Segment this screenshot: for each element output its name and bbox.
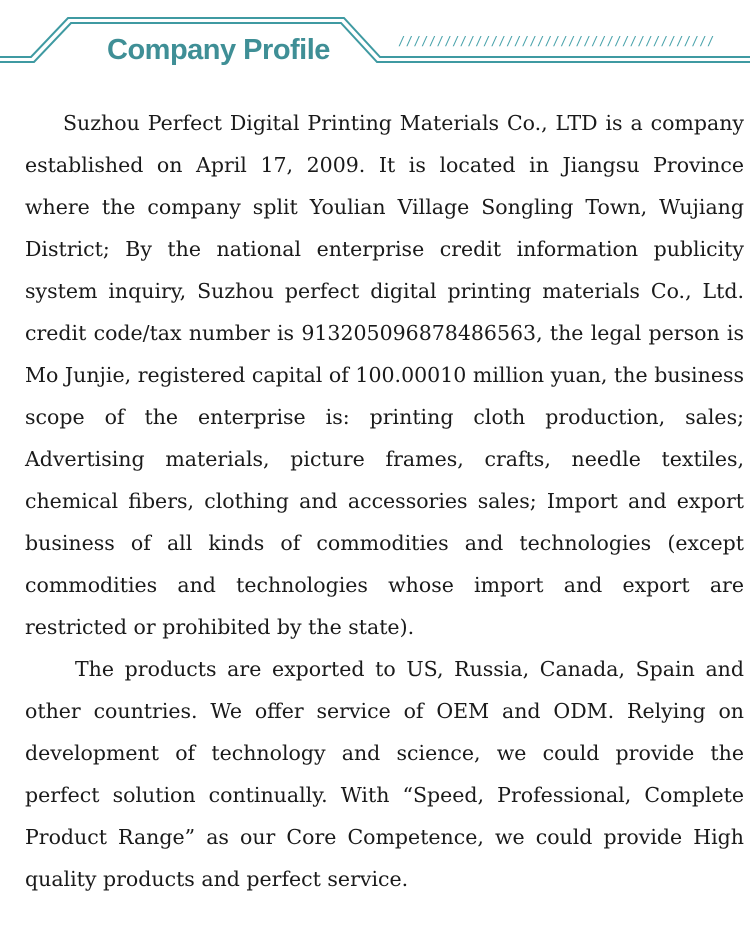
section-header	[0, 0, 750, 80]
profile-body	[25, 102, 744, 900]
header-decoration: /////////////////////////////////////////	[398, 34, 715, 48]
paragraph-products: The products are exported to US, Russia, Canada, Spain and other countries. We offer service of OEM and ODM. Relying on development of technology and science, we could provide the perfect solution continually. With “Speed, Professional, Complete Product Range” as our Core Competence, we could provide High quality products and perfect service.	[25, 657, 744, 891]
paragraph-company-info: Suzhou Perfect Digital Printing Materials Co., LTD is a company established on April 17, 2009. It is located in Jiangsu Province where the company split Youlian Village Songling Town, Wujiang District; By the national enterprise credit information publicity system inquiry, Suzhou perfect digital printing materials Co., Ltd. credit code/tax number is 913205096878486563, the legal person is Mo Junjie, registered capital of 100.00010 million yuan, the business scope of the enterprise is: printing cloth production, sales; Advertising materials, picture frames, crafts, needle textiles, chemical fibers, clothing and accessories sales; Import and export business of all kinds of commodities and technologies (except commodities and technologies whose import and export are restricted or prohibited by the state).	[25, 111, 744, 639]
page-title: Company Profile	[107, 34, 330, 66]
